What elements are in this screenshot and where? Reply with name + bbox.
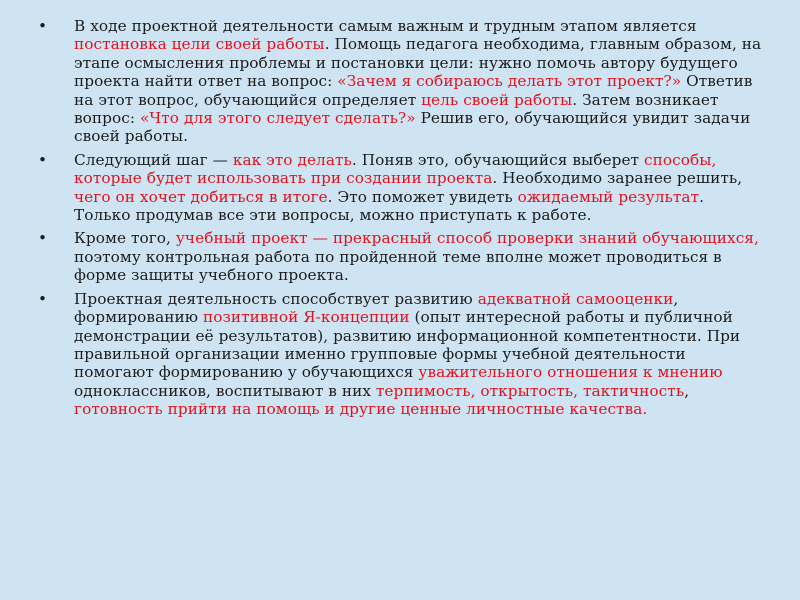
body-text: . Поняв это, обучающийся выберет (351, 150, 644, 169)
body-text: Проектная деятельность способствует развитию (74, 289, 478, 308)
bullet-list (34, 17, 764, 424)
bullet-marker: • (38, 17, 48, 35)
body-text: Кроме того, (74, 229, 176, 248)
body-text: одноклассников, воспитывают в них (74, 381, 376, 400)
highlighted-text: позитивной Я-концепции (203, 308, 410, 327)
body-text: . Это поможет увидеть (327, 187, 518, 206)
highlighted-text: как это делать (232, 150, 352, 169)
body-text: . Помощь педагога необходима, главным образом, на этапе осмысления проблемы и постановки цели: нужно помочь автору будущего проекта найти ответ на вопрос: (74, 35, 762, 91)
highlighted-text: цель своей работы (421, 90, 573, 109)
bullet-paragraph (34, 290, 764, 419)
highlighted-text: способы, которые будет использовать при создании проекта (74, 150, 717, 188)
highlighted-text: «Что для этого следует сделать?» (140, 109, 416, 128)
highlighted-text: готовность прийти на помощь и другие ценные личностные качества. (74, 400, 648, 419)
highlighted-text: постановка цели своей работы (74, 35, 325, 54)
body-text: , (684, 381, 690, 400)
body-text: . Только продумав все эти вопросы, можно приступать к работе. (74, 187, 704, 225)
highlighted-text: чего он хочет добиться в итоге (74, 187, 328, 206)
highlighted-text: учебный проект — прекрасный способ проверки знаний обучающихся, (175, 229, 759, 248)
highlighted-text: ожидаемый результат (517, 187, 700, 206)
bullet-paragraph (34, 17, 764, 146)
bullet-marker: • (38, 150, 48, 169)
bullet-paragraph (34, 229, 764, 284)
body-text: Следующий шаг — (74, 150, 233, 169)
body-text: Ответив на этот вопрос, обучающийся определяет (74, 72, 753, 109)
highlighted-text: адекватной самооценки (477, 289, 674, 308)
highlighted-text: уважительного отношения к мнению (418, 363, 723, 382)
bullet-paragraph (34, 151, 764, 225)
body-text: . Затем возникает вопрос: (74, 90, 719, 128)
body-text: , формированию (74, 289, 679, 327)
highlighted-text: «Зачем я собираюсь делать этот проект?» (337, 72, 682, 91)
body-text: Решив его, обучающийся увидит задачи своей работы. (74, 109, 751, 146)
bullet-marker: • (38, 229, 48, 248)
body-text: поэтому контрольная работа по пройденной теме вполне может проводиться в форме защиты учебного проекта. (74, 247, 722, 285)
highlighted-text: терпимость, открытость, тактичность (375, 381, 685, 400)
body-text: (опыт интересной работы и публичной демонстрации её результатов), развитию информационной компетентности. При правильной организации именно групповые формы учебной деятельности помогают формированию у обучающихся (74, 308, 741, 382)
body-text: . Необходимо заранее решить, (492, 169, 743, 188)
body-text: В ходе проектной деятельности самым важным и трудным этапом является (74, 17, 697, 35)
bullet-marker: • (38, 289, 48, 308)
